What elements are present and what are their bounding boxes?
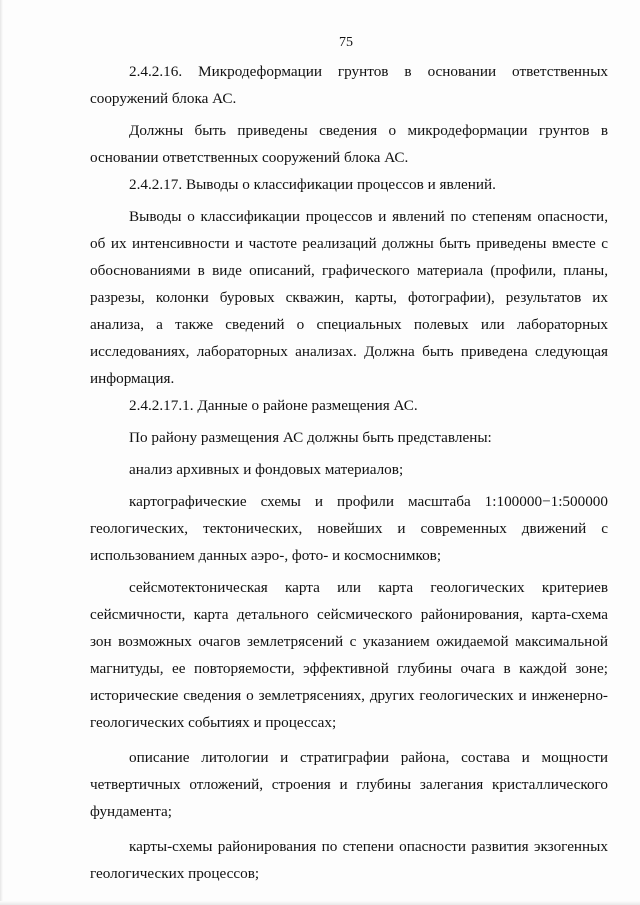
document-body [90, 58, 608, 887]
list-item-cartographic-schemes: картографические схемы и профили масштаба 1:100000−1:500000 геологических, тектонических, новейших и современных движений с использованием данных аэро-, фото- и космоснимков; [90, 493, 608, 564]
scan-bottom-edge [0, 901, 640, 905]
paragraph-site-data-intro: По району размещения АС должны быть представлены: [129, 429, 492, 446]
list-item-archive-analysis: анализ архивных и фондовых материалов; [129, 461, 404, 478]
list-item-lithology-description: описание литологии и стратиграфии района, состава и мощности четвертичных отложений, строения и глубины залегания кристаллического фундамента; [90, 749, 608, 820]
list-item-seismotectonic-map: сейсмотектоническая карта или карта геологических критериев сейсмичности, карта детального сейсмического районирования, карта-схема зон возможных очагов землетрясений с указанием ожидаемой максимальной магнитуды, ее повторяемости, эффективной глубины очага в каждой зоне; исторические сведения о землетрясениях, других геологических и инженерно-геологических событиях и процессах; [90, 579, 608, 731]
section-heading-2-4-2-17: 2.4.2.17. Выводы о классификации процессов и явлений. [129, 176, 496, 193]
list-item-exogenous-hazard-maps: карты-схемы районирования по степени опасности развития экзогенных геологических процессов; [90, 838, 608, 882]
page-number: 75 [339, 35, 353, 50]
paragraph-classification-conclusions: Выводы о классификации процессов и явлений по степеням опасности, об их интенсивности и частоте реализаций должны быть приведены вместе с обоснованиями в виде описаний, графического материала (профили, планы, разрезы, колонки буровых скважин, карты, фотографии), результатов их анализа, а также сведений о специальных полевых или лабораторных исследованиях, лабораторных анализах. Должна быть приведена следующая информация. [90, 208, 608, 387]
section-heading-2-4-2-17-1: 2.4.2.17.1. Данные о районе размещения АС. [129, 397, 418, 414]
scan-left-edge [0, 0, 3, 905]
paragraph-microdeformation: Должны быть приведены сведения о микродеформации грунтов в основании ответственных сооружений блока АС. [90, 122, 608, 166]
section-heading-2-4-2-16: 2.4.2.16. Микродеформации грунтов в основании ответственных сооружений блока АС. [90, 63, 608, 107]
